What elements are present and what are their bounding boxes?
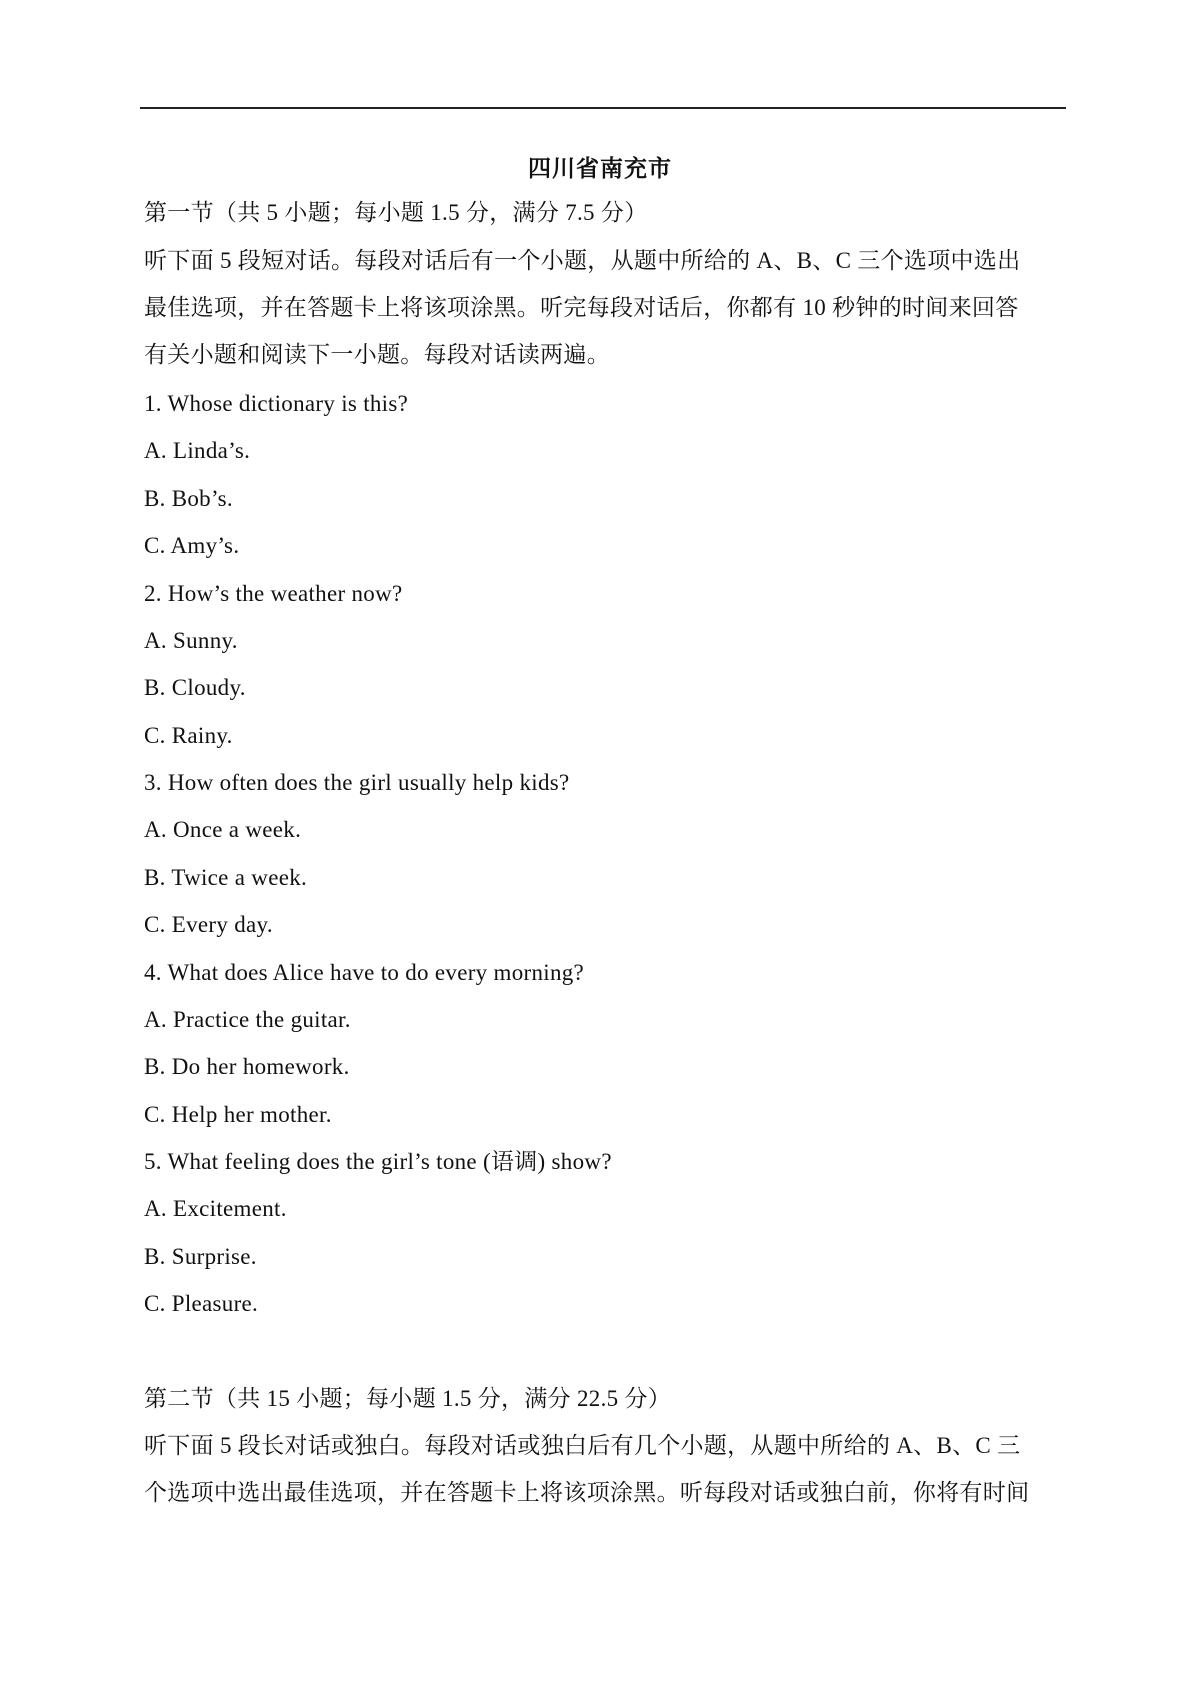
question-4-stem: 4. What does Alice have to do every morning?: [144, 960, 585, 985]
question-3-stem: 3. How often does the girl usually help kids?: [144, 770, 570, 795]
section-1-instruction-line: 听下面 5 段短对话。每段对话后有一个小题，从题中所给的 A、B、C 三个选项中选出: [144, 248, 1021, 273]
question-5-option-a: A. Excitement.: [144, 1196, 287, 1221]
question-1-stem: 1. Whose dictionary is this?: [144, 391, 409, 416]
question-1-option-c: C. Amy’s.: [144, 533, 240, 558]
section-2-instruction-line: 听下面 5 段长对话或独白。每段对话或独白后有几个小题，从题中所给的 A、B、C 三: [144, 1433, 1021, 1458]
section-2-header: 第二节（共 15 小题；每小题 1.5 分，满分 22.5 分）: [144, 1386, 672, 1411]
question-2-option-c: C. Rainy.: [144, 723, 233, 748]
section-2-instruction-line: 个选项中选出最佳选项，并在答题卡上将该项涂黑。听每段对话或独白前，你将有时间: [144, 1480, 1030, 1505]
question-3-option-b: B. Twice a week.: [144, 865, 308, 890]
section-1-instruction-line: 有关小题和阅读下一小题。每段对话读两遍。: [144, 342, 610, 367]
page-title: 四川省南充市: [528, 156, 672, 181]
question-4-option-b: B. Do her homework.: [144, 1054, 350, 1079]
top-rule: [140, 107, 1066, 109]
question-1-option-a: A. Linda’s.: [144, 438, 251, 463]
question-5-stem: 5. What feeling does the girl’s tone (语调) show?: [144, 1149, 612, 1174]
section-1-instruction-line: 最佳选项，并在答题卡上将该项涂黑。听完每段对话后，你都有 10 秒钟的时间来回答: [144, 295, 1019, 320]
question-3-option-c: C. Every day.: [144, 912, 273, 937]
section-1-header: 第一节（共 5 小题；每小题 1.5 分，满分 7.5 分）: [144, 200, 648, 225]
question-5-option-b: B. Surprise.: [144, 1244, 257, 1269]
question-3-option-a: A. Once a week.: [144, 817, 302, 842]
question-5-option-c: C. Pleasure.: [144, 1291, 259, 1316]
question-2-option-b: B. Cloudy.: [144, 675, 246, 700]
question-4-option-a: A. Practice the guitar.: [144, 1007, 351, 1032]
question-1-option-b: B. Bob’s.: [144, 486, 233, 511]
question-2-stem: 2. How’s the weather now?: [144, 581, 403, 606]
question-4-option-c: C. Help her mother.: [144, 1102, 332, 1127]
question-2-option-a: A. Sunny.: [144, 628, 238, 653]
